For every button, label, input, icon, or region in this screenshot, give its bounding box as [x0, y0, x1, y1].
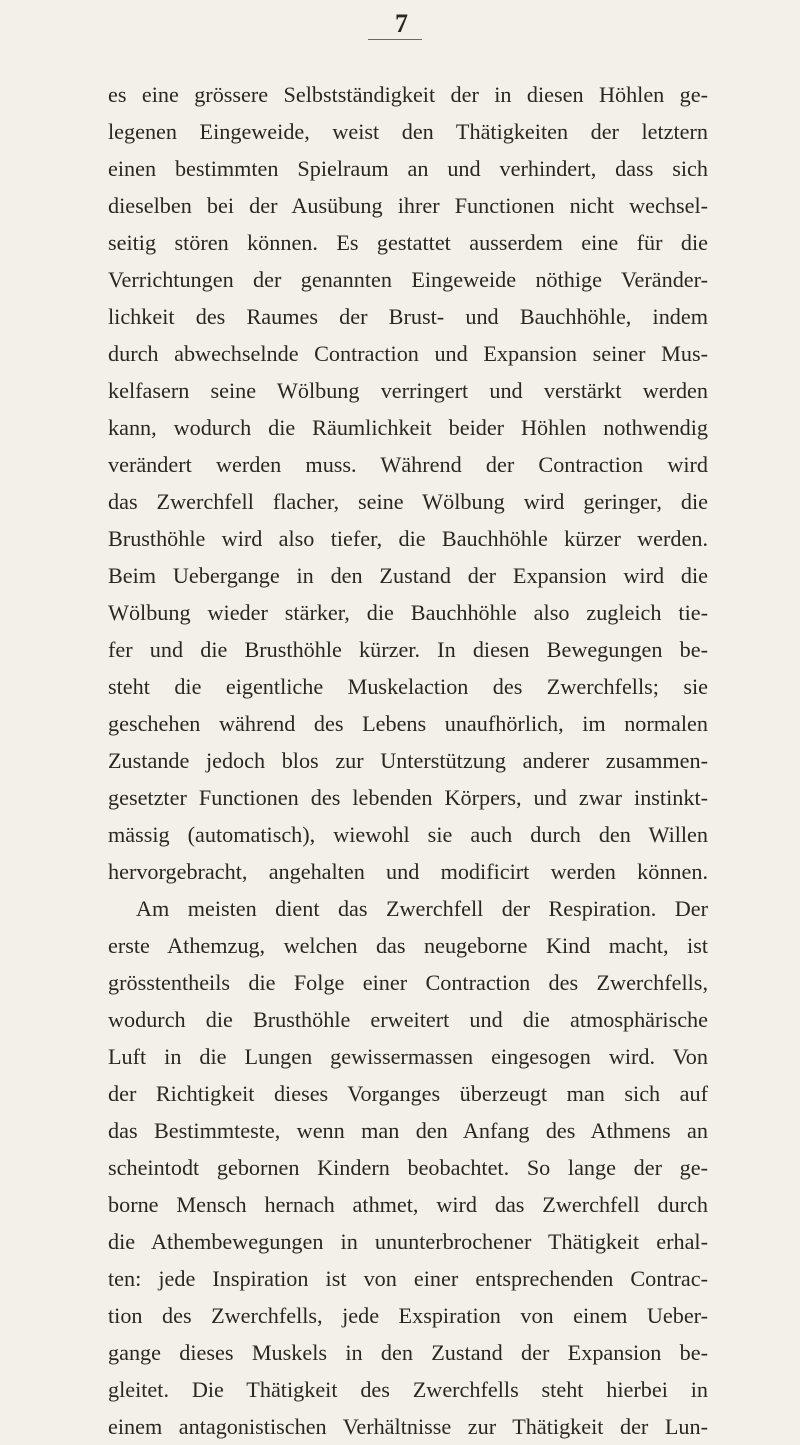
text-line: kelfasern seine Wölbung verringert und verstärkt werden: [108, 378, 708, 403]
text-line: dieselben bei der Ausübung ihrer Functionen nicht wechsel-: [108, 193, 708, 218]
text-line: das Zwerchfell flacher, seine Wölbung wird geringer, die: [108, 489, 708, 514]
text-line: mässig (automatisch), wiewohl sie auch durch den Willen: [108, 822, 708, 847]
text-line: geschehen während des Lebens unaufhörlich, im normalen: [108, 711, 708, 736]
text-line: wodurch die Brusthöhle erweitert und die atmosphärische: [108, 1007, 708, 1032]
text-line: fer und die Brusthöhle kürzer. In diesen Bewegungen be-: [108, 637, 708, 662]
text-line: die Athembewegungen in ununterbrochener Thätigkeit erhal-: [108, 1229, 708, 1254]
text-line: erste Athemzug, welchen das neugeborne Kind macht, ist: [108, 933, 708, 958]
text-line: es eine grössere Selbstständigkeit der in diesen Höhlen ge-: [108, 82, 708, 107]
text-line: gesetzter Functionen des lebenden Körpers, und zwar instinkt-: [108, 785, 708, 810]
text-line: scheintodt gebornen Kindern beobachtet. So lange der ge-: [108, 1155, 708, 1180]
text-line: steht die eigentliche Muskelaction des Zwerchfells; sie: [108, 674, 708, 699]
text-line: einen bestimmten Spielraum an und verhindert, dass sich: [108, 156, 708, 181]
text-line: durch abwechselnde Contraction und Expansion seiner Mus-: [108, 341, 708, 366]
text-line: Am meisten dient das Zwerchfell der Respiration. Der: [136, 896, 708, 921]
text-line: einem antagonistischen Verhältnisse zur Thätigkeit der Lun-: [108, 1414, 708, 1439]
text-line: lichkeit des Raumes der Brust- und Bauchhöhle, indem: [108, 304, 708, 329]
text-line: gange dieses Muskels in den Zustand der Expansion be-: [108, 1340, 708, 1365]
text-line: Brusthöhle wird also tiefer, die Bauchhöhle kürzer werden.: [108, 526, 708, 551]
text-line: borne Mensch hernach athmet, wird das Zwerchfell durch: [108, 1192, 708, 1217]
text-line: grösstentheils die Folge einer Contraction des Zwerchfells,: [108, 970, 708, 995]
body-text: [108, 76, 708, 1445]
text-line: tion des Zwerchfells, jede Exspiration von einem Ueber-: [108, 1303, 708, 1328]
page-number: 7: [395, 4, 408, 44]
text-line: hervorgebracht, angehalten und modificirt werden können.: [108, 859, 708, 884]
text-line: Verrichtungen der genannten Eingeweide nöthige Veränder-: [108, 267, 708, 292]
text-line: gleitet. Die Thätigkeit des Zwerchfells steht hierbei in: [108, 1377, 708, 1402]
text-line: Luft in die Lungen gewissermassen eingesogen wird. Von: [108, 1044, 708, 1069]
text-line: ten: jede Inspiration ist von einer entsprechenden Contrac-: [108, 1266, 708, 1291]
text-line: das Bestimmteste, wenn man den Anfang des Athmens an: [108, 1118, 708, 1143]
text-line: Zustande jedoch blos zur Unterstützung anderer zusammen-: [108, 748, 708, 773]
text-line: seitig stören können. Es gestattet ausserdem eine für die: [108, 230, 708, 255]
text-line: Beim Uebergange in den Zustand der Expansion wird die: [108, 563, 708, 588]
text-line: der Richtigkeit dieses Vorganges überzeugt man sich auf: [108, 1081, 708, 1106]
text-line: kann, wodurch die Räumlichkeit beider Höhlen nothwendig: [108, 415, 708, 440]
text-line: Wölbung wieder stärker, die Bauchhöhle also zugleich tie-: [108, 600, 708, 625]
text-line: legenen Eingeweide, weist den Thätigkeiten der letztern: [108, 119, 708, 144]
text-line: verändert werden muss. Während der Contraction wird: [108, 452, 708, 477]
